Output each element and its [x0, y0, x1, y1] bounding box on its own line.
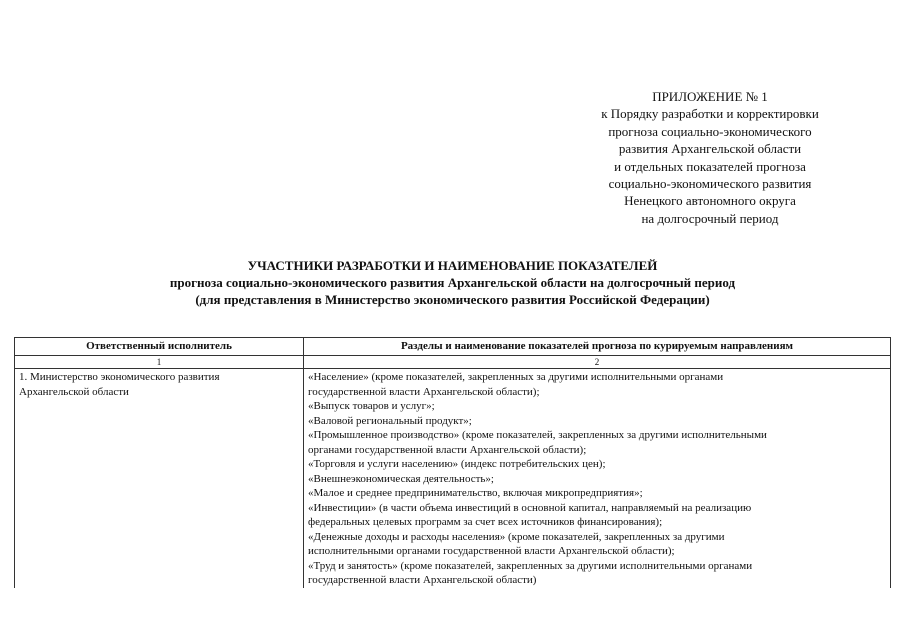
section-line: «Малое и среднее предпринимательство, включая микропредприятия»; [308, 487, 643, 499]
appendix-block [560, 88, 860, 227]
header-sections: Разделы и наименование показателей прогноза по курируемым направлениям [304, 338, 891, 356]
heading-title: УЧАСТНИКИ РАЗРАБОТКИ И НАИМЕНОВАНИЕ ПОКАЗАТЕЛЕЙ [247, 258, 658, 273]
heading-note: (для представления в Министерство экономического развития Российской Федерации) [195, 292, 710, 307]
column-number: 1 [15, 356, 304, 369]
appendix-line: на долгосрочный период [641, 210, 779, 226]
section-line: «Выпуск товаров и услуг»; [308, 400, 435, 412]
section-line: «Денежные доходы и расходы населения» (кроме показателей, закрепленных за другими [308, 530, 725, 543]
participants-table [14, 337, 891, 588]
section-line: «Внешнеэкономическая деятельность»; [308, 472, 494, 485]
sections-cell [304, 369, 891, 588]
table-header-row [15, 338, 891, 356]
executor-line: Архангельской области [19, 385, 129, 398]
section-line: исполнительными органами государственной власти Архангельской области); [308, 545, 675, 557]
appendix-line: развития Архангельской области [618, 141, 802, 157]
header-executor: Ответственный исполнитель [15, 338, 304, 356]
executor-cell [15, 369, 304, 588]
appendix-line: Ненецкого автономного округа [624, 193, 796, 209]
document-heading [0, 257, 905, 308]
heading-subtitle: прогноза социально-экономического развития Архангельской области на долгосрочный период [169, 275, 736, 290]
appendix-line: и отдельных показателей прогноза [614, 158, 806, 174]
section-line: «Инвестиции» (в части объема инвестиций в основной капитал, направляемый на реализацию [308, 501, 752, 514]
section-line: «Валовой региональный продукт»; [308, 414, 472, 427]
appendix-line: прогноза социально-экономического [608, 123, 812, 139]
column-number-row [15, 356, 891, 369]
section-line: «Торговля и услуги населению» (индекс потребительских цен); [308, 458, 606, 470]
section-line: государственной власти Архангельской области) [308, 574, 537, 586]
column-number: 2 [304, 356, 891, 369]
section-line: органами государственной власти Архангельской области); [308, 443, 587, 456]
appendix-line: социально-экономического развития [608, 176, 812, 192]
section-line: «Население» (кроме показателей, закрепленных за другими исполнительными органами [308, 371, 724, 383]
appendix-line: к Порядку разработки и корректировки [601, 106, 819, 122]
section-line: федеральных целевых программ за счет всех источников финансирования); [308, 516, 663, 528]
table-row [15, 369, 891, 588]
executor-line: 1. Министерство экономического развития [19, 371, 220, 383]
appendix-title: ПРИЛОЖЕНИЕ № 1 [652, 89, 768, 104]
section-line: «Труд и занятость» (кроме показателей, закрепленных за другими исполнительными органами [308, 559, 753, 572]
section-line: «Промышленное производство» (кроме показателей, закрепленных за другими исполнительными [308, 429, 767, 441]
section-line: государственной власти Архангельской области); [308, 385, 540, 398]
